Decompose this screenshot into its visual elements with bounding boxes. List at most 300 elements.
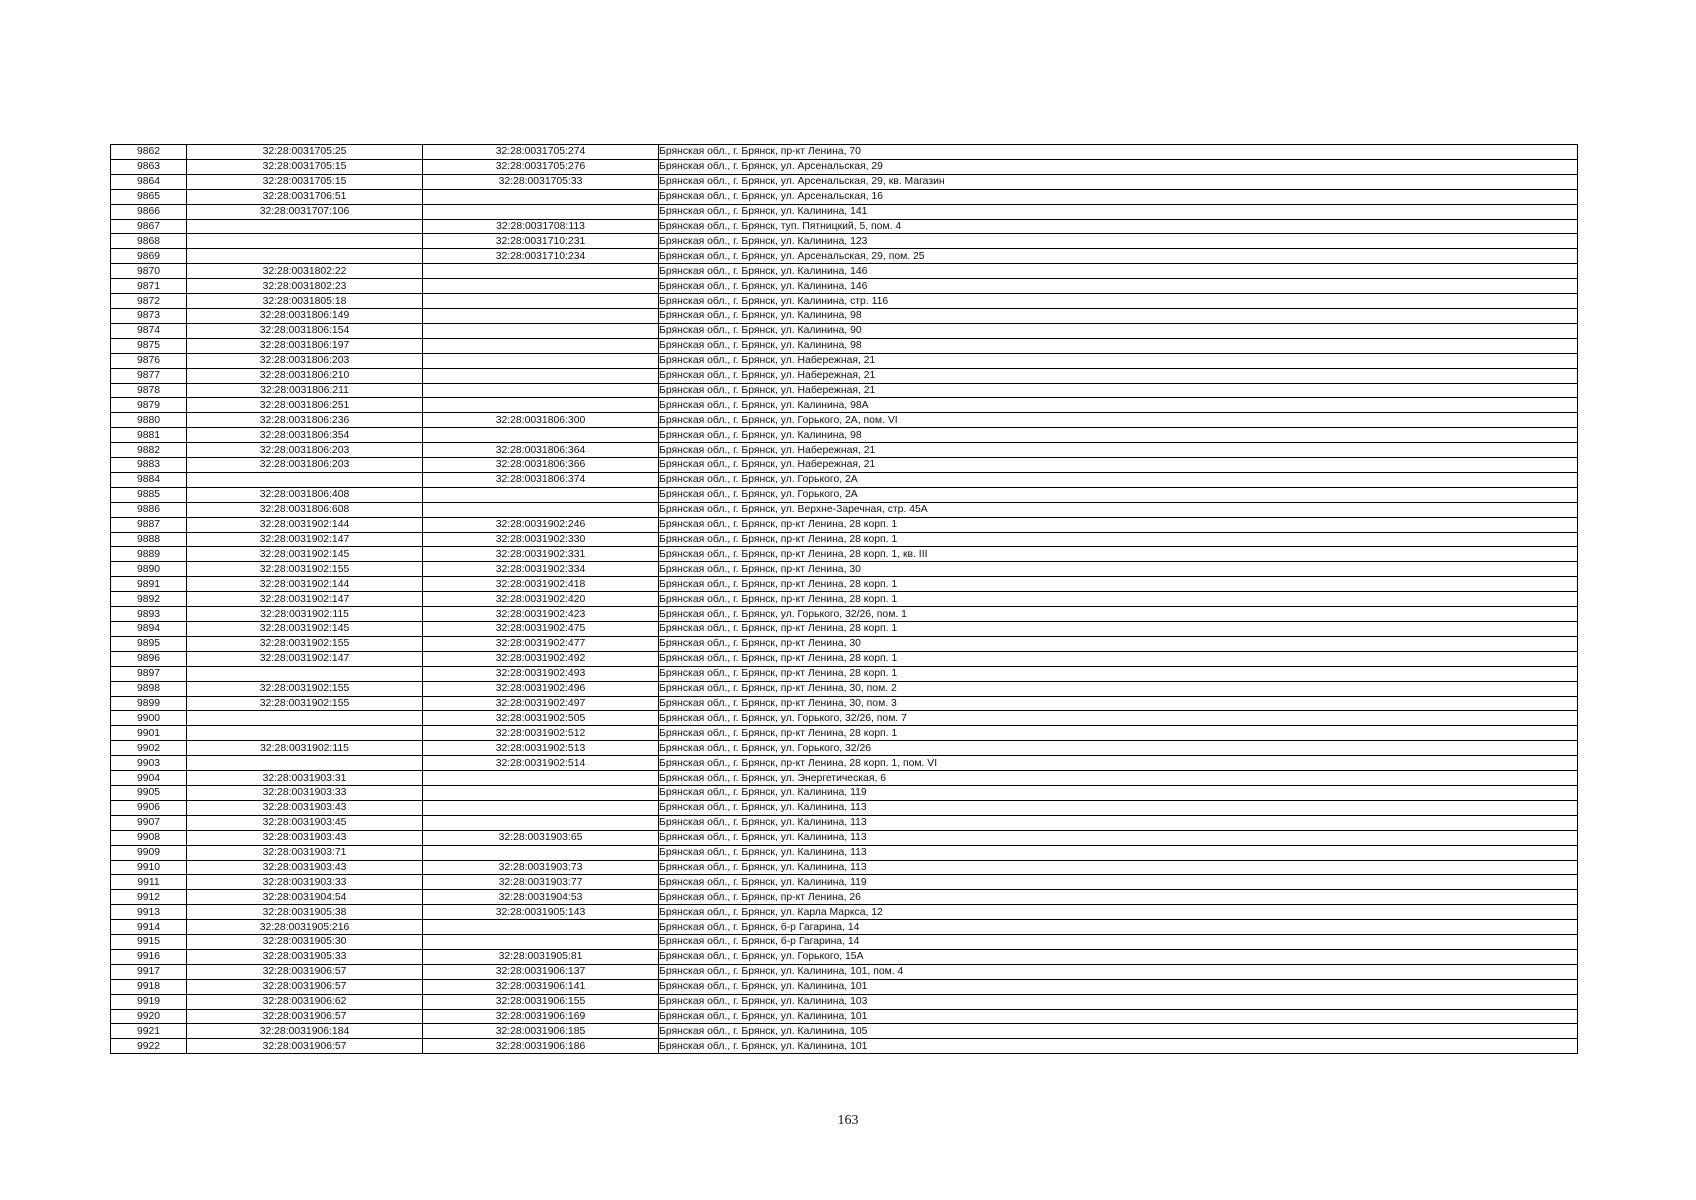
cadastral-table-body [111,145,1578,1054]
row-number-cell: 9921 [111,1024,187,1039]
table-row [111,383,1578,398]
table-row [111,532,1578,547]
row-number-cell: 9887 [111,517,187,532]
address-cell: Брянская обл., г. Брянск, ул. Калинина, 98 [659,308,1578,323]
address-cell: Брянская обл., г. Брянск, ул. Горького, 2А [659,472,1578,487]
address-cell: Брянская обл., г. Брянск, ул. Верхне-Заречная, стр. 45А [659,502,1578,517]
table-row [111,353,1578,368]
parent-cadastral-number-cell: 32:28:0031806:608 [187,502,423,517]
table-row [111,1024,1578,1039]
address-cell: Брянская обл., г. Брянск, ул. Горького, 32/26 [659,741,1578,756]
table-row [111,204,1578,219]
address-cell: Брянская обл., г. Брянск, ул. Калинина, 146 [659,264,1578,279]
parent-cadastral-number-cell: 32:28:0031906:57 [187,964,423,979]
row-number-cell: 9880 [111,413,187,428]
cadastral-number-cell [423,785,659,800]
address-cell: Брянская обл., г. Брянск, ул. Арсенальская, 29, пом. 25 [659,249,1578,264]
row-number-cell: 9896 [111,651,187,666]
parent-cadastral-number-cell: 32:28:0031707:106 [187,204,423,219]
table-row [111,145,1578,160]
address-cell: Брянская обл., г. Брянск, ул. Арсенальская, 29 [659,159,1578,174]
row-number-cell: 9892 [111,592,187,607]
row-number-cell: 9911 [111,875,187,890]
cadastral-number-cell [423,398,659,413]
row-number-cell: 9899 [111,696,187,711]
cadastral-number-cell [423,368,659,383]
cadastral-number-cell: 32:28:0031906:155 [423,994,659,1009]
address-cell: Брянская обл., г. Брянск, ул. Набережная, 21 [659,443,1578,458]
cadastral-number-cell: 32:28:0031902:418 [423,577,659,592]
row-number-cell: 9872 [111,294,187,309]
table-row [111,905,1578,920]
parent-cadastral-number-cell: 32:28:0031805:18 [187,294,423,309]
cadastral-number-cell: 32:28:0031705:276 [423,159,659,174]
cadastral-number-cell: 32:28:0031902:246 [423,517,659,532]
row-number-cell: 9897 [111,666,187,681]
cadastral-number-cell: 32:28:0031902:334 [423,562,659,577]
address-cell: Брянская обл., г. Брянск, ул. Калинина, 101 [659,979,1578,994]
address-cell: Брянская обл., г. Брянск, ул. Калинина, 113 [659,860,1578,875]
row-number-cell: 9898 [111,681,187,696]
address-cell: Брянская обл., г. Брянск, ул. Калинина, 103 [659,994,1578,1009]
cadastral-number-cell: 32:28:0031906:186 [423,1039,659,1054]
address-cell: Брянская обл., г. Брянск, пр-кт Ленина, 28 корп. 1, кв. III [659,547,1578,562]
address-cell: Брянская обл., г. Брянск, ул. Набережная, 21 [659,353,1578,368]
cadastral-number-cell: 32:28:0031902:496 [423,681,659,696]
parent-cadastral-number-cell: 32:28:0031905:38 [187,905,423,920]
parent-cadastral-number-cell [187,756,423,771]
cadastral-number-cell: 32:28:0031904:53 [423,890,659,905]
table-row [111,651,1578,666]
address-cell: Брянская обл., г. Брянск, ул. Калинина, 90 [659,323,1578,338]
parent-cadastral-number-cell: 32:28:0031903:43 [187,860,423,875]
row-number-cell: 9893 [111,607,187,622]
address-cell: Брянская обл., г. Брянск, ул. Энергетическая, 6 [659,771,1578,786]
parent-cadastral-number-cell: 32:28:0031902:147 [187,532,423,547]
address-cell: Брянская обл., г. Брянск, ул. Горького, 2А, пом. VI [659,413,1578,428]
cadastral-number-cell: 32:28:0031903:73 [423,860,659,875]
parent-cadastral-number-cell: 32:28:0031806:203 [187,353,423,368]
parent-cadastral-number-cell: 32:28:0031906:62 [187,994,423,1009]
row-number-cell: 9877 [111,368,187,383]
table-row [111,920,1578,935]
parent-cadastral-number-cell: 32:28:0031903:33 [187,785,423,800]
address-cell: Брянская обл., г. Брянск, пр-кт Ленина, 28 корп. 1 [659,726,1578,741]
parent-cadastral-number-cell: 32:28:0031902:147 [187,651,423,666]
parent-cadastral-number-cell: 32:28:0031906:184 [187,1024,423,1039]
row-number-cell: 9863 [111,159,187,174]
row-number-cell: 9908 [111,830,187,845]
cadastral-number-cell [423,815,659,830]
table-row [111,338,1578,353]
parent-cadastral-number-cell: 32:28:0031806:149 [187,308,423,323]
row-number-cell: 9870 [111,264,187,279]
parent-cadastral-number-cell: 32:28:0031906:57 [187,1039,423,1054]
address-cell: Брянская обл., г. Брянск, пр-кт Ленина, 28 корп. 1 [659,532,1578,547]
row-number-cell: 9901 [111,726,187,741]
table-row [111,741,1578,756]
address-cell: Брянская обл., г. Брянск, пр-кт Ленина, 28 корп. 1 [659,622,1578,637]
parent-cadastral-number-cell [187,249,423,264]
row-number-cell: 9916 [111,949,187,964]
row-number-cell: 9913 [111,905,187,920]
table-row [111,636,1578,651]
table-row [111,577,1578,592]
cadastral-number-cell [423,428,659,443]
cadastral-number-cell: 32:28:0031902:420 [423,592,659,607]
row-number-cell: 9883 [111,458,187,473]
address-cell: Брянская обл., г. Брянск, пр-кт Ленина, 28 корп. 1 [659,517,1578,532]
address-cell: Брянская обл., г. Брянск, ул. Набережная, 21 [659,383,1578,398]
cadastral-number-cell: 32:28:0031806:300 [423,413,659,428]
table-row [111,949,1578,964]
parent-cadastral-number-cell: 32:28:0031902:145 [187,622,423,637]
address-cell: Брянская обл., г. Брянск, пр-кт Ленина, 28 корп. 1, пом. VI [659,756,1578,771]
table-row [111,964,1578,979]
page-number: 163 [837,1113,859,1128]
cadastral-number-cell [423,308,659,323]
cadastral-number-cell: 32:28:0031902:475 [423,622,659,637]
table-row [111,308,1578,323]
cadastral-number-cell: 32:28:0031902:492 [423,651,659,666]
row-number-cell: 9882 [111,443,187,458]
address-cell: Брянская обл., г. Брянск, ул. Набережная, 21 [659,458,1578,473]
table-row [111,830,1578,845]
cadastral-number-cell: 32:28:0031903:77 [423,875,659,890]
row-number-cell: 9922 [111,1039,187,1054]
address-cell: Брянская обл., г. Брянск, ул. Калинина, 105 [659,1024,1578,1039]
parent-cadastral-number-cell: 32:28:0031705:15 [187,174,423,189]
parent-cadastral-number-cell: 32:28:0031706:51 [187,189,423,204]
parent-cadastral-number-cell [187,726,423,741]
parent-cadastral-number-cell: 32:28:0031806:197 [187,338,423,353]
address-cell: Брянская обл., г. Брянск, пр-кт Ленина, 28 корп. 1 [659,577,1578,592]
table-row [111,666,1578,681]
row-number-cell: 9867 [111,219,187,234]
cadastral-number-cell: 32:28:0031710:231 [423,234,659,249]
cadastral-number-cell [423,920,659,935]
cadastral-number-cell [423,502,659,517]
address-cell: Брянская обл., г. Брянск, пр-кт Ленина, 28 корп. 1 [659,666,1578,681]
table-row [111,189,1578,204]
table-row [111,294,1578,309]
table-row [111,875,1578,890]
row-number-cell: 9915 [111,935,187,950]
parent-cadastral-number-cell: 32:28:0031902:144 [187,577,423,592]
address-cell: Брянская обл., г. Брянск, ул. Калинина, 119 [659,785,1578,800]
row-number-cell: 9920 [111,1009,187,1024]
table-row [111,979,1578,994]
parent-cadastral-number-cell: 32:28:0031806:203 [187,443,423,458]
parent-cadastral-number-cell: 32:28:0031902:155 [187,681,423,696]
cadastral-number-cell [423,383,659,398]
address-cell: Брянская обл., г. Брянск, ул. Калинина, 98А [659,398,1578,413]
table-row [111,726,1578,741]
table-row [111,592,1578,607]
parent-cadastral-number-cell [187,234,423,249]
address-cell: Брянская обл., г. Брянск, ул. Горького, 32/26, пом. 7 [659,711,1578,726]
cadastral-number-cell: 32:28:0031705:274 [423,145,659,160]
table-row [111,368,1578,383]
table-row [111,696,1578,711]
row-number-cell: 9917 [111,964,187,979]
address-cell: Брянская обл., г. Брянск, пр-кт Ленина, 26 [659,890,1578,905]
parent-cadastral-number-cell: 32:28:0031904:54 [187,890,423,905]
parent-cadastral-number-cell: 32:28:0031903:45 [187,815,423,830]
table-row [111,413,1578,428]
table-row [111,845,1578,860]
table-row [111,711,1578,726]
table-row [111,562,1578,577]
cadastral-number-cell: 32:28:0031906:169 [423,1009,659,1024]
row-number-cell: 9884 [111,472,187,487]
parent-cadastral-number-cell: 32:28:0031906:57 [187,1009,423,1024]
address-cell: Брянская обл., г. Брянск, ул. Калинина, 146 [659,279,1578,294]
parent-cadastral-number-cell: 32:28:0031902:147 [187,592,423,607]
cadastral-number-cell: 32:28:0031705:33 [423,174,659,189]
parent-cadastral-number-cell: 32:28:0031902:155 [187,562,423,577]
table-row [111,249,1578,264]
parent-cadastral-number-cell: 32:28:0031902:155 [187,636,423,651]
parent-cadastral-number-cell: 32:28:0031806:210 [187,368,423,383]
cadastral-number-cell: 32:28:0031710:234 [423,249,659,264]
cadastral-number-cell [423,771,659,786]
parent-cadastral-number-cell: 32:28:0031806:354 [187,428,423,443]
cadastral-number-cell: 32:28:0031902:513 [423,741,659,756]
row-number-cell: 9878 [111,383,187,398]
table-row [111,756,1578,771]
row-number-cell: 9864 [111,174,187,189]
cadastral-number-cell: 32:28:0031902:330 [423,532,659,547]
parent-cadastral-number-cell: 32:28:0031903:31 [187,771,423,786]
parent-cadastral-number-cell: 32:28:0031902:144 [187,517,423,532]
cadastral-number-cell [423,800,659,815]
address-cell: Брянская обл., г. Брянск, ул. Калинина, 113 [659,800,1578,815]
parent-cadastral-number-cell: 32:28:0031806:236 [187,413,423,428]
row-number-cell: 9866 [111,204,187,219]
parent-cadastral-number-cell: 32:28:0031903:33 [187,875,423,890]
parent-cadastral-number-cell: 32:28:0031903:43 [187,800,423,815]
table-row [111,771,1578,786]
row-number-cell: 9873 [111,308,187,323]
parent-cadastral-number-cell: 32:28:0031806:408 [187,487,423,502]
row-number-cell: 9903 [111,756,187,771]
row-number-cell: 9890 [111,562,187,577]
row-number-cell: 9891 [111,577,187,592]
parent-cadastral-number-cell: 32:28:0031705:25 [187,145,423,160]
cadastral-number-cell: 32:28:0031806:374 [423,472,659,487]
parent-cadastral-number-cell: 32:28:0031806:251 [187,398,423,413]
cadastral-number-cell [423,487,659,502]
row-number-cell: 9900 [111,711,187,726]
cadastral-number-cell: 32:28:0031708:113 [423,219,659,234]
address-cell: Брянская обл., г. Брянск, ул. Калинина, стр. 116 [659,294,1578,309]
parent-cadastral-number-cell [187,711,423,726]
address-cell: Брянская обл., г. Брянск, ул. Калинина, 113 [659,845,1578,860]
cadastral-number-cell [423,204,659,219]
row-number-cell: 9865 [111,189,187,204]
row-number-cell: 9885 [111,487,187,502]
table-row [111,398,1578,413]
table-row [111,323,1578,338]
address-cell: Брянская обл., г. Брянск, ул. Калинина, 101 [659,1009,1578,1024]
cadastral-number-cell [423,294,659,309]
table-row [111,458,1578,473]
table-row [111,622,1578,637]
cadastral-number-cell: 32:28:0031905:143 [423,905,659,920]
row-number-cell: 9869 [111,249,187,264]
address-cell: Брянская обл., г. Брянск, ул. Калинина, 113 [659,830,1578,845]
parent-cadastral-number-cell: 32:28:0031802:23 [187,279,423,294]
address-cell: Брянская обл., г. Брянск, ул. Калинина, 101 [659,1039,1578,1054]
table-row [111,935,1578,950]
table-row [111,517,1578,532]
address-cell: Брянская обл., г. Брянск, пр-кт Ленина, 30, пом. 2 [659,681,1578,696]
parent-cadastral-number-cell: 32:28:0031905:30 [187,935,423,950]
parent-cadastral-number-cell: 32:28:0031806:211 [187,383,423,398]
parent-cadastral-number-cell: 32:28:0031902:145 [187,547,423,562]
row-number-cell: 9886 [111,502,187,517]
table-row [111,174,1578,189]
parent-cadastral-number-cell: 32:28:0031905:216 [187,920,423,935]
address-cell: Брянская обл., г. Брянск, пр-кт Ленина, 30 [659,562,1578,577]
cadastral-number-cell: 32:28:0031902:497 [423,696,659,711]
address-cell: Брянская обл., г. Брянск, ул. Калинина, 119 [659,875,1578,890]
cadastral-number-cell [423,323,659,338]
cadastral-number-cell: 32:28:0031806:366 [423,458,659,473]
address-cell: Брянская обл., г. Брянск, ул. Калинина, 113 [659,815,1578,830]
row-number-cell: 9906 [111,800,187,815]
address-cell: Брянская обл., г. Брянск, пр-кт Ленина, 70 [659,145,1578,160]
row-number-cell: 9889 [111,547,187,562]
address-cell: Брянская обл., г. Брянск, ул. Калинина, 141 [659,204,1578,219]
parent-cadastral-number-cell: 32:28:0031902:155 [187,696,423,711]
address-cell: Брянская обл., г. Брянск, ул. Калинина, 123 [659,234,1578,249]
parent-cadastral-number-cell [187,472,423,487]
address-cell: Брянская обл., г. Брянск, пр-кт Ленина, 28 корп. 1 [659,592,1578,607]
table-row [111,472,1578,487]
table-row [111,264,1578,279]
cadastral-number-cell: 32:28:0031903:65 [423,830,659,845]
table-row [111,815,1578,830]
address-cell: Брянская обл., г. Брянск, б-р Гагарина, 14 [659,920,1578,935]
cadastral-number-cell [423,264,659,279]
cadastral-number-cell: 32:28:0031906:137 [423,964,659,979]
cadastral-table [110,144,1578,1054]
table-row [111,1009,1578,1024]
cadastral-number-cell: 32:28:0031906:141 [423,979,659,994]
address-cell: Брянская обл., г. Брянск, ул. Арсенальская, 29, кв. Магазин [659,174,1578,189]
row-number-cell: 9902 [111,741,187,756]
row-number-cell: 9909 [111,845,187,860]
address-cell: Брянская обл., г. Брянск, туп. Пятницкий, 5, пом. 4 [659,219,1578,234]
cadastral-number-cell: 32:28:0031905:81 [423,949,659,964]
parent-cadastral-number-cell: 32:28:0031806:154 [187,323,423,338]
table-row [111,159,1578,174]
row-number-cell: 9904 [111,771,187,786]
cadastral-number-cell: 32:28:0031902:493 [423,666,659,681]
row-number-cell: 9871 [111,279,187,294]
parent-cadastral-number-cell: 32:28:0031902:115 [187,607,423,622]
address-cell: Брянская обл., г. Брянск, ул. Калинина, 98 [659,428,1578,443]
cadastral-number-cell: 32:28:0031906:185 [423,1024,659,1039]
table-row [111,1039,1578,1054]
row-number-cell: 9894 [111,622,187,637]
parent-cadastral-number-cell: 32:28:0031903:71 [187,845,423,860]
address-cell: Брянская обл., г. Брянск, ул. Карла Маркса, 12 [659,905,1578,920]
address-cell: Брянская обл., г. Брянск, пр-кт Ленина, 28 корп. 1 [659,651,1578,666]
address-cell: Брянская обл., г. Брянск, ул. Горького, 15А [659,949,1578,964]
address-cell: Брянская обл., г. Брянск, ул. Горького, 32/26, пом. 1 [659,607,1578,622]
parent-cadastral-number-cell: 32:28:0031906:57 [187,979,423,994]
row-number-cell: 9907 [111,815,187,830]
address-cell: Брянская обл., г. Брянск, ул. Арсенальская, 16 [659,189,1578,204]
address-cell: Брянская обл., г. Брянск, ул. Калинина, 101, пом. 4 [659,964,1578,979]
table-row [111,800,1578,815]
table-row [111,279,1578,294]
table-row [111,681,1578,696]
cadastral-number-cell: 32:28:0031902:514 [423,756,659,771]
table-row [111,994,1578,1009]
table-row [111,219,1578,234]
table-row [111,502,1578,517]
table-row [111,234,1578,249]
cadastral-number-cell: 32:28:0031902:477 [423,636,659,651]
parent-cadastral-number-cell: 32:28:0031806:203 [187,458,423,473]
cadastral-number-cell [423,935,659,950]
cadastral-number-cell: 32:28:0031902:423 [423,607,659,622]
address-cell: Брянская обл., г. Брянск, б-р Гагарина, 14 [659,935,1578,950]
table-row [111,890,1578,905]
address-cell: Брянская обл., г. Брянск, ул. Горького, 2А [659,487,1578,502]
cadastral-number-cell [423,338,659,353]
parent-cadastral-number-cell: 32:28:0031802:22 [187,264,423,279]
parent-cadastral-number-cell: 32:28:0031902:115 [187,741,423,756]
cadastral-number-cell: 32:28:0031902:512 [423,726,659,741]
row-number-cell: 9862 [111,145,187,160]
table-row [111,547,1578,562]
row-number-cell: 9874 [111,323,187,338]
parent-cadastral-number-cell: 32:28:0031705:15 [187,159,423,174]
row-number-cell: 9912 [111,890,187,905]
row-number-cell: 9918 [111,979,187,994]
cadastral-number-cell [423,189,659,204]
row-number-cell: 9875 [111,338,187,353]
row-number-cell: 9879 [111,398,187,413]
parent-cadastral-number-cell [187,666,423,681]
address-cell: Брянская обл., г. Брянск, пр-кт Ленина, 30, пом. 3 [659,696,1578,711]
table-row [111,443,1578,458]
address-cell: Брянская обл., г. Брянск, пр-кт Ленина, 30 [659,636,1578,651]
cadastral-number-cell [423,279,659,294]
row-number-cell: 9919 [111,994,187,1009]
address-cell: Брянская обл., г. Брянск, ул. Набережная, 21 [659,368,1578,383]
parent-cadastral-number-cell: 32:28:0031905:33 [187,949,423,964]
row-number-cell: 9868 [111,234,187,249]
row-number-cell: 9905 [111,785,187,800]
cadastral-number-cell [423,845,659,860]
table-row [111,607,1578,622]
row-number-cell: 9910 [111,860,187,875]
cadastral-number-cell [423,353,659,368]
table-row [111,487,1578,502]
parent-cadastral-number-cell: 32:28:0031903:43 [187,830,423,845]
address-cell: Брянская обл., г. Брянск, ул. Калинина, 98 [659,338,1578,353]
table-row [111,860,1578,875]
row-number-cell: 9888 [111,532,187,547]
row-number-cell: 9914 [111,920,187,935]
cadastral-number-cell: 32:28:0031902:505 [423,711,659,726]
